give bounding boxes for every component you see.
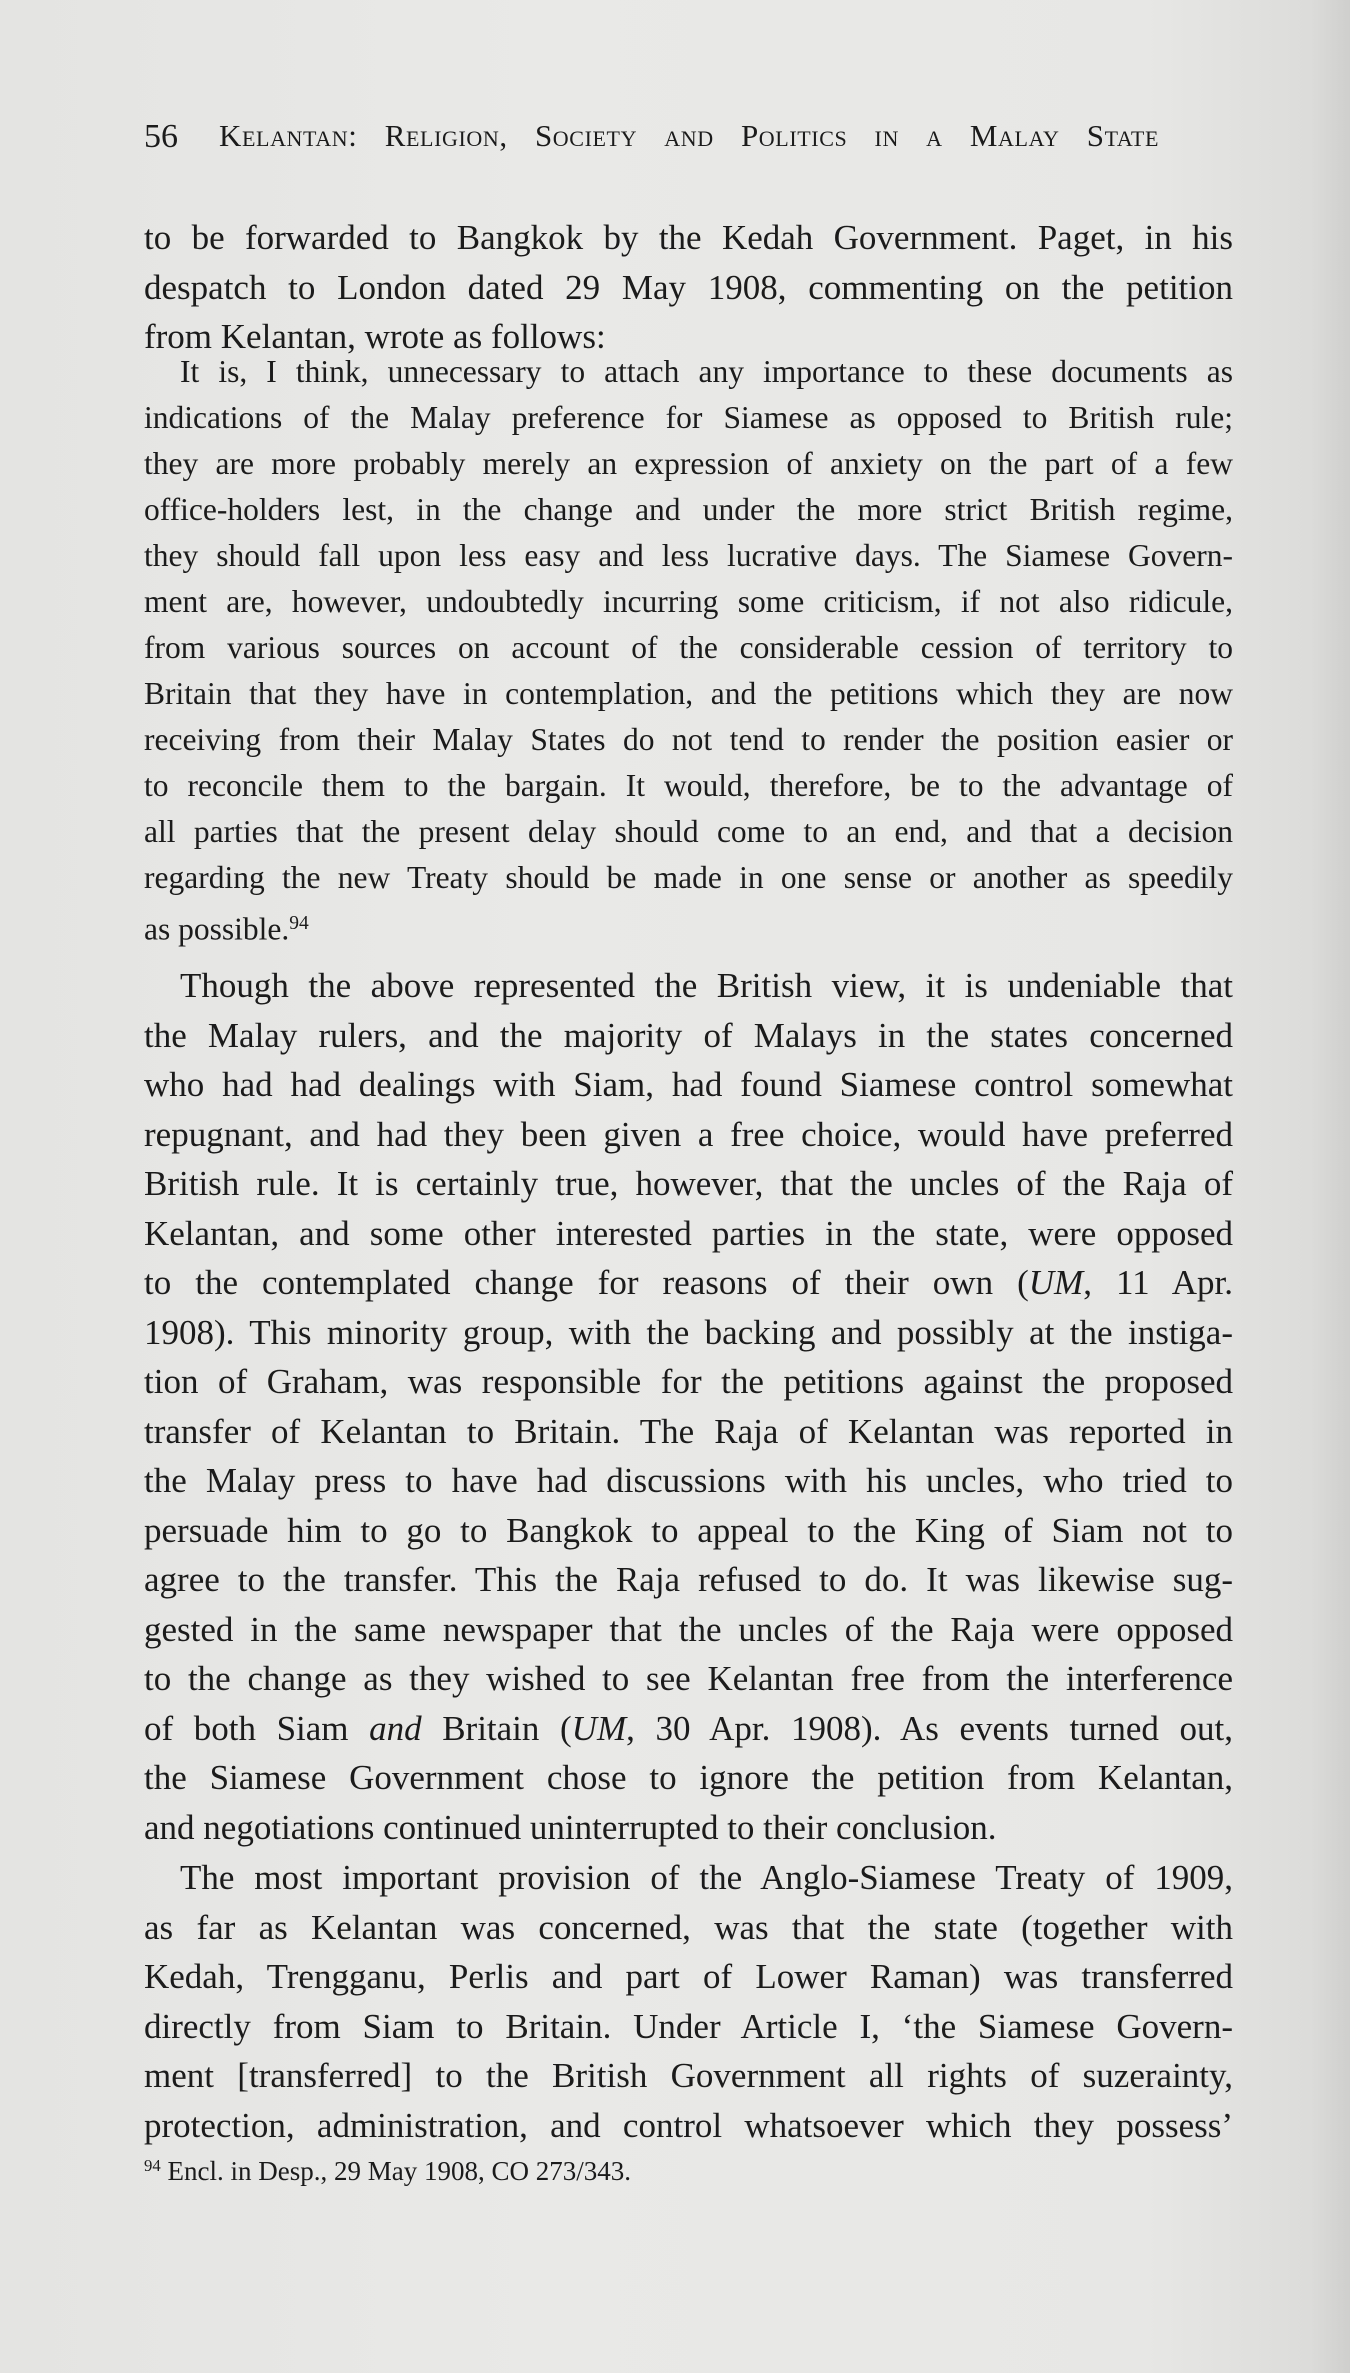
page-number: 56 [144,118,178,155]
text-line: the Malay rulers, and the majority of Malays in the states concerned [144,1015,1233,1055]
text-segment: as possible. [144,911,290,947]
text-line: agree to the transfer. This the Raja refused to do. It was likewise sug- [144,1560,1233,1599]
text-line: gested in the same newspaper that the uncles of the Raja were opposed [144,1609,1233,1649]
text-line: 1908). This minority group, with the backing and possibly at the instiga- [144,1312,1233,1352]
text-line: Though the above represented the British view, it is undeniable that [180,966,1233,1005]
text-line: regarding the new Treaty should be made in one sense or another as speedily [144,860,1233,895]
text-line: ment [transferred] to the British Government all rights of suzerainty, [144,2056,1233,2095]
paragraph-1 [144,213,1233,362]
text-line: they should fall upon less easy and less lucrative days. The Siamese Govern- [144,538,1233,573]
footnote-text: Encl. in Desp., 29 May 1908, CO 273/343. [160,2156,631,2187]
text-line: from Kelantan, wrote as follows: [144,317,606,356]
running-header [144,118,1159,156]
text-line: persuade him to go to Bangkok to appeal to the King of Siam not to [144,1510,1233,1550]
text-segment: of both Siam [144,1708,370,1748]
text-line: protection, administration, and control whatsoever which they possess’ [144,2105,1233,2145]
text-line: as far as Kelantan was concerned, was that the state (together with [144,1907,1233,1947]
text-line: to reconcile them to the bargain. It would, therefore, be to the advantage of [144,768,1233,803]
text-line: repugnant, and had they been given a free choice, would have preferred [144,1114,1233,1154]
italic-text: UM [1028,1263,1084,1302]
text-line: office-holders lest, in the change and under the more strict British regime, [144,492,1233,527]
text-line: tion of Graham, was responsible for the petitions against the proposed [144,1362,1233,1401]
footnote [144,2156,631,2187]
text-line [144,1258,1233,1308]
running-title: Kelantan: Religion, Society and Politics in a Malay State [219,118,1159,153]
text-segment: , 30 Apr. 1908). As events turned out, [626,1708,1233,1748]
text-line: they are more probably merely an expression of anxiety on the part of a few [144,446,1233,481]
text-segment: to the contemplated change for reasons of their own ( [144,1263,1029,1302]
paragraph-2 [144,961,1233,1852]
text-line: the Siamese Government chose to ignore the petition from Kelantan, [144,1758,1233,1797]
text-line: all parties that the present delay should come to an end, and that a decision [144,814,1233,849]
text-line: Kedah, Trengganu, Perlis and part of Lower Raman) was transferred [144,1957,1233,1996]
text-line: Kelantan, and some other interested parties in the state, were opposed [144,1213,1233,1253]
text-line: the Malay press to have had discussions with his uncles, who tried to [144,1461,1233,1500]
text-line: and negotiations continued uninterrupted to their conclusion. [144,1807,997,1847]
text-line [144,1704,1233,1754]
text-line: transfer of Kelantan to Britain. The Raja of Kelantan was reported in [144,1411,1233,1451]
text-line: to be forwarded to Bangkok by the Kedah Government. Paget, in his [144,218,1233,257]
text-line: to the change as they wished to see Kelantan free from the interference [144,1659,1233,1698]
text-line: It is, I think, unnecessary to attach any importance to these documents as [180,354,1233,389]
text-line: The most important provision of the Anglo-Siamese Treaty of 1909, [180,1858,1233,1897]
text-line [144,901,1233,953]
text-line: who had had dealings with Siam, had found Siamese control somewhat [144,1065,1233,1104]
block-quote [144,349,1233,953]
text-line: despatch to London dated 29 May 1908, commenting on the petition [144,267,1233,307]
text-line: directly from Siam to Britain. Under Article I, ‘the Siamese Govern- [144,2006,1233,2046]
text-line: from various sources on account of the considerable cession of territory to [144,630,1233,665]
text-line: receiving from their Malay States do not tend to render the position easier or [144,722,1233,757]
text-segment: Britain ( [421,1708,572,1748]
footnote-reference: 94 [289,913,309,934]
text-line: ment are, however, undoubtedly incurring some criticism, if not also ridicule, [144,584,1233,619]
italic-text: UM [571,1708,627,1748]
footnote-marker: 94 [144,2156,161,2175]
text-segment: , 11 Apr. [1083,1263,1234,1302]
text-line: indications of the Malay preference for Siamese as opposed to British rule; [144,400,1233,435]
paragraph-3 [144,1853,1233,2150]
text-line: Britain that they have in contemplation, and the petitions which they are now [144,676,1233,711]
italic-text: and [369,1708,422,1748]
text-line: British rule. It is certainly true, however, that the uncles of the Raja of [144,1164,1233,1203]
